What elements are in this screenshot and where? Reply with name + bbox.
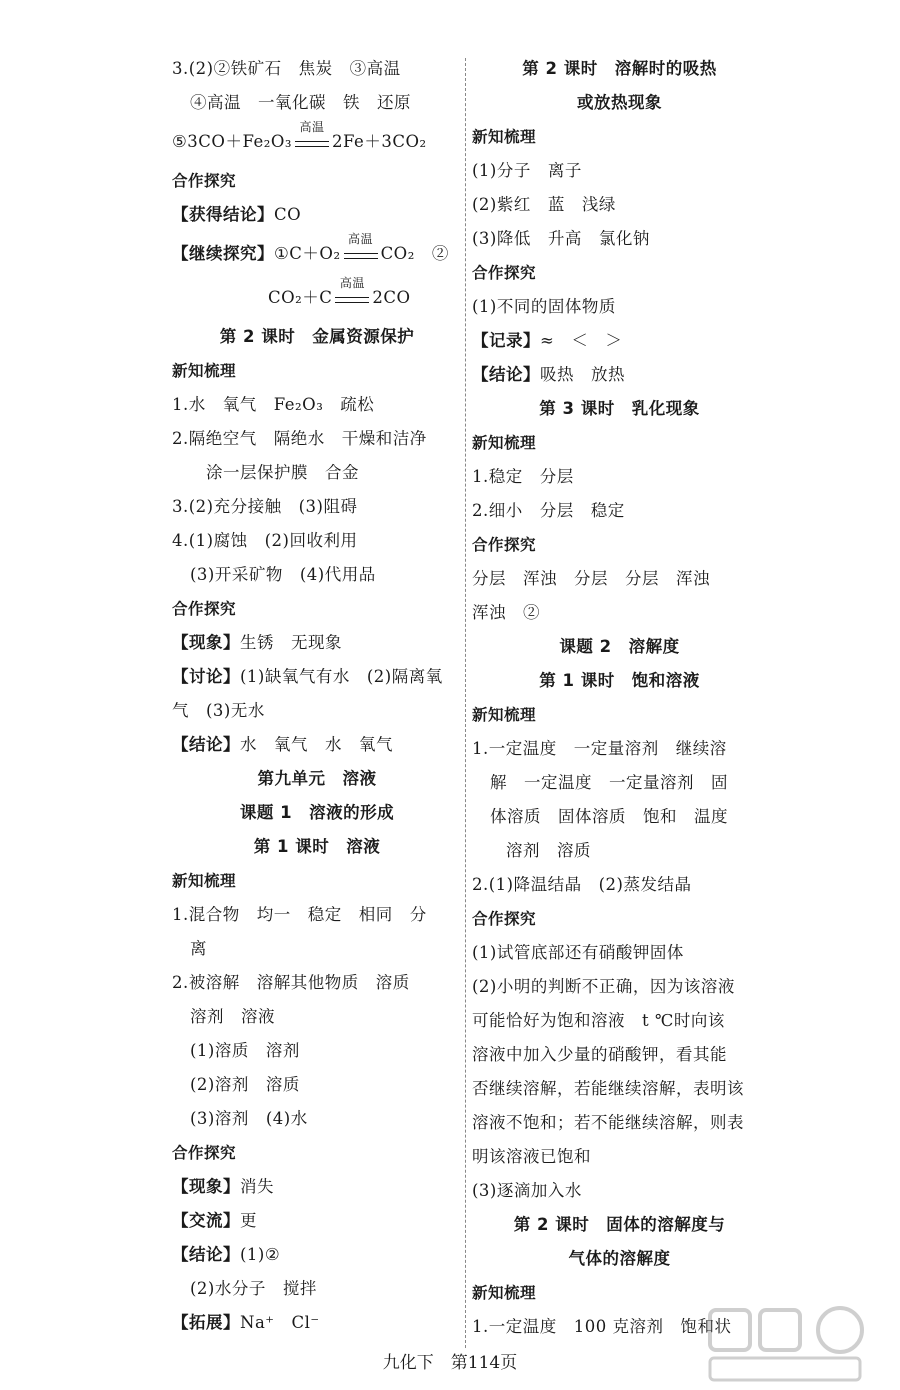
answer-line: 1.一定温度 100 克溶剂 饱和状 [472,1317,732,1336]
section-heading: 新知梳理 [172,872,237,890]
reaction-condition [333,275,371,309]
equation-right: 2CO [372,288,411,307]
answer-line: (1)不同的固体物质 [472,297,616,316]
section-heading: 合作探究 [472,536,537,554]
condition-text: 高温 [339,275,365,290]
answer-text: 消失 [240,1177,274,1196]
bracket-tag: 【现象】 [172,1177,240,1196]
answer-text: 水 氧气 水 氧气 [240,735,393,754]
bracket-tag: 【结论】 [172,1245,240,1264]
answer-line [472,358,767,392]
answer-line [172,1170,462,1204]
answer-line: (1)试管底部还有硝酸钾固体 [472,943,684,962]
equation-right: CO₂ ② [380,244,449,263]
bracket-tag: 【讨论】 [172,667,240,686]
section-heading: 新知梳理 [472,1284,537,1302]
answer-line: 2.细小 分层 稳定 [472,501,625,520]
answer-line: (2)溶剂 溶质 [190,1075,300,1094]
equation-left: ①C＋O₂ [274,244,341,263]
lesson-title: 第 2 课时 金属资源保护 [219,327,415,346]
answer-text: Na⁺ Cl⁻ [240,1313,320,1332]
answer-line: 体溶质 固体溶质 饱和 温度 [490,807,728,826]
answer-text: 生锈 无现象 [240,633,342,652]
equation-line [172,232,462,276]
condition-text: 高温 [348,231,374,246]
answer-line [172,626,462,660]
answer-line [172,1238,462,1272]
watermark-logo-icon [700,1300,900,1390]
section-heading: 新知梳理 [472,128,537,146]
equation-left: ⑤3CO＋Fe₂O₃ [172,132,293,151]
answer-line: 溶液中加入少量的硝酸钾，看其能 [472,1045,727,1064]
answer-line [172,198,462,232]
answer-line: (2)紫红 蓝 浅绿 [472,195,616,214]
lesson-title-cont: 或放热现象 [577,93,662,112]
answer-line: (3)溶剂 (4)水 [190,1109,308,1128]
bracket-tag: 【现象】 [172,633,240,652]
answer-line: 气 (3)无水 [172,701,265,720]
answer-line: 溶剂 溶液 [190,1007,275,1026]
answer-line [172,1204,462,1238]
answer-line: (3)降低 升高 氯化钠 [472,229,650,248]
equation-line [172,276,462,320]
answer-line: 可能恰好为饱和溶液 t ℃时向该 [472,1011,725,1030]
reaction-condition [342,231,380,265]
answer-line: 涂一层保护膜 合金 [206,463,359,482]
bracket-tag: 【拓展】 [172,1313,240,1332]
answer-line: 3.(2)②铁矿石 焦炭 ③高温 [172,59,401,78]
answer-line: 溶剂 溶质 [506,841,591,860]
answer-line: 2.隔绝空气 隔绝水 干燥和洁净 [172,429,427,448]
equation-right: 2Fe＋3CO₂ [332,132,427,151]
page-footer: 九化下 第114页 [382,1353,518,1373]
answer-line: 否继续溶解，若能继续溶解，表明该 [472,1079,744,1098]
answer-line: (3)开采矿物 (4)代用品 [190,565,376,584]
answer-line: 溶液不饱和；若不能继续溶解，则表 [472,1113,744,1132]
section-heading: 合作探究 [472,264,537,282]
answer-line: (1)溶质 溶剂 [190,1041,300,1060]
answer-line: 离 [190,939,207,958]
equation-left: CO₂＋C [268,288,333,307]
answer-line [172,728,462,762]
equation-line [172,120,462,164]
answer-line: 明该溶液已饱和 [472,1147,591,1166]
answer-text: ≈ ＜ ＞ [540,331,623,350]
answer-line: (3)逐滴加入水 [472,1181,582,1200]
answer-line: 2.(1)降温结晶 (2)蒸发结晶 [472,875,692,894]
lesson-title: 第 1 课时 溶液 [253,837,381,856]
reaction-condition [293,119,331,153]
section-heading: 合作探究 [472,910,537,928]
section-heading: 合作探究 [172,1144,237,1162]
answer-text: (1)② [240,1245,281,1264]
topic-title: 课题 2 溶解度 [559,637,680,656]
answer-line: (2)小明的判断不正确，因为该溶液 [472,977,735,996]
answer-line: 1.稳定 分层 [472,467,574,486]
bracket-tag: 【记录】 [472,331,540,350]
unit-title: 第九单元 溶液 [257,769,377,788]
section-heading: 合作探究 [172,172,237,190]
answer-text: CO [274,205,302,224]
condition-text: 高温 [299,119,325,134]
answer-line: 分层 浑浊 分层 分层 浑浊 [472,569,710,588]
section-heading: 合作探究 [172,600,237,618]
bracket-tag: 【获得结论】 [172,205,274,224]
answer-line: 4.(1)腐蚀 (2)回收利用 [172,531,358,550]
bracket-tag: 【结论】 [472,365,540,384]
lesson-title: 第 3 课时 乳化现象 [539,399,700,418]
answer-line: 1.水 氧气 Fe₂O₃ 疏松 [172,395,375,414]
answer-line [472,324,767,358]
topic-title: 课题 1 溶液的形成 [239,803,395,822]
answer-line: (1)分子 离子 [472,161,582,180]
lesson-title: 第 1 课时 饱和溶液 [539,671,700,690]
section-heading: 新知梳理 [472,706,537,724]
answer-text: (1)缺氧气有水 (2)隔离氧 [240,667,443,686]
left-column [172,52,462,1340]
answer-text: 更 [240,1211,257,1230]
right-column [472,52,767,1344]
answer-line: 1.混合物 均一 稳定 相同 分 [172,905,427,924]
answer-line: (2)水分子 搅拌 [190,1279,317,1298]
answer-line [172,660,462,694]
answer-line: 解 一定温度 一定量溶剂 固 [490,773,728,792]
bracket-tag: 【继续探究】 [172,244,274,263]
answer-line: ④高温 一氧化碳 铁 还原 [190,93,411,112]
answer-line: 2.被溶解 溶解其他物质 溶质 [172,973,410,992]
lesson-title: 第 2 课时 溶解时的吸热 [522,59,717,78]
lesson-title-cont: 气体的溶解度 [568,1249,671,1268]
bracket-tag: 【结论】 [172,735,240,754]
lesson-title: 第 2 课时 固体的溶解度与 [513,1215,726,1234]
answer-line: 1.一定温度 一定量溶剂 继续溶 [472,739,727,758]
answer-line [172,1306,462,1340]
section-heading: 新知梳理 [172,362,237,380]
bracket-tag: 【交流】 [172,1211,240,1230]
answer-line: 浑浊 ② [472,603,540,622]
answer-text: 吸热 放热 [540,365,625,384]
section-heading: 新知梳理 [472,434,537,452]
column-divider [465,58,466,1348]
answer-line: 3.(2)充分接触 (3)阻碍 [172,497,358,516]
